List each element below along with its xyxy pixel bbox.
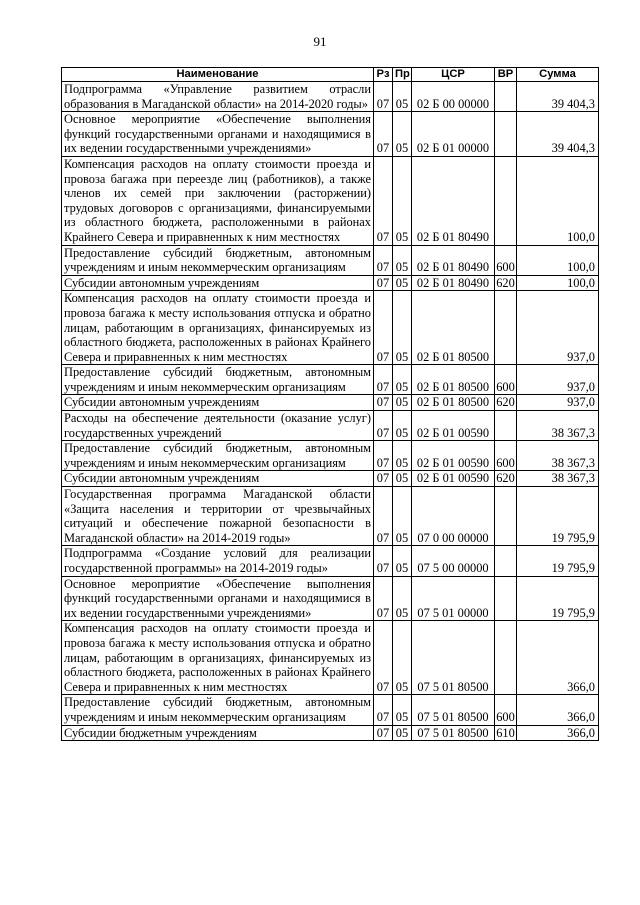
header-sum: Сумма bbox=[517, 68, 599, 82]
table-row bbox=[62, 621, 599, 695]
cell-vr: 600 bbox=[495, 441, 517, 471]
header-name: Наименование bbox=[62, 68, 374, 82]
cell-vr: 620 bbox=[496, 471, 515, 486]
cell-sum: 100,0 bbox=[517, 245, 599, 275]
cell-sum: 38 367,3 bbox=[517, 471, 599, 487]
cell-sum: 38 367,3 bbox=[517, 411, 599, 441]
cell-pr: 05 bbox=[393, 275, 412, 291]
table-body bbox=[62, 82, 599, 741]
cell-rz: 07 bbox=[374, 395, 393, 411]
cell-pr: 05 bbox=[393, 441, 412, 471]
cell-rz: 07 bbox=[374, 546, 393, 576]
cell-pr: 05 bbox=[393, 621, 412, 695]
cell-csr: 02 Б 01 80490 bbox=[412, 275, 495, 291]
table-row bbox=[62, 441, 599, 471]
cell-sum: 100,0 bbox=[517, 156, 599, 245]
table-row bbox=[62, 576, 599, 621]
cell-vr: 600 bbox=[495, 245, 517, 275]
cell-sum: 39 404,3 bbox=[517, 112, 599, 157]
cell-name: Субсидии автономным учреждениям bbox=[62, 395, 374, 411]
cell-sum: 366,0 bbox=[517, 695, 599, 725]
cell-rz: 07 bbox=[374, 112, 393, 157]
cell-pr: 05 bbox=[393, 487, 412, 546]
cell-pr: 05 bbox=[393, 695, 412, 725]
cell-rz: 07 bbox=[374, 291, 393, 365]
cell-pr: 05 bbox=[393, 725, 412, 741]
cell-vr bbox=[495, 487, 517, 546]
cell-pr: 05 bbox=[393, 245, 412, 275]
cell-vr: 600 bbox=[495, 695, 517, 725]
cell-vr: 610 bbox=[496, 725, 515, 740]
cell-vr: 620 bbox=[496, 275, 515, 290]
cell-rz: 07 bbox=[374, 156, 393, 245]
cell-name: Субсидии бюджетным учреждениям bbox=[62, 725, 374, 741]
cell-pr: 05 bbox=[393, 471, 412, 487]
table-row bbox=[62, 546, 599, 576]
cell-vr bbox=[495, 621, 517, 695]
cell-csr: 07 0 00 00000 bbox=[412, 487, 495, 546]
cell-name: Подпрограмма «Создание условий для реализации государственной программы» на 2014-2019 годы» bbox=[62, 546, 374, 576]
cell-vr bbox=[495, 291, 517, 365]
cell-vr bbox=[495, 156, 517, 245]
cell-sum: 19 795,9 bbox=[517, 487, 599, 546]
cell-name: Основное мероприятие «Обеспечение выполнения функций государственными органами и находящимися в их ведении государственными учреждениями» bbox=[62, 112, 374, 157]
cell-pr: 05 bbox=[393, 411, 412, 441]
cell-name: Компенсация расходов на оплату стоимости проезда и провоза багажа к месту использования отпуска и обратно лицам, работающим в организациях, финансируемых из областного бюджета, расположенных в районах Крайнего Севера и приравненных к ним местностях bbox=[62, 621, 374, 695]
cell-sum: 39 404,3 bbox=[517, 82, 599, 112]
page-number: 91 bbox=[313, 34, 327, 49]
cell-sum: 366,0 bbox=[517, 725, 599, 741]
cell-vr bbox=[495, 411, 517, 441]
table-row bbox=[62, 82, 599, 112]
cell-name: Предоставление субсидий бюджетным, автономным учреждениям и иным некоммерческим организациям bbox=[62, 441, 374, 471]
header-rz: Рз bbox=[374, 68, 393, 82]
table-row bbox=[62, 156, 599, 245]
cell-name: Предоставление субсидий бюджетным, автономным учреждениям и иным некоммерческим организациям bbox=[62, 695, 374, 725]
cell-sum: 38 367,3 bbox=[517, 441, 599, 471]
cell-name: Субсидии автономным учреждениям bbox=[62, 471, 374, 487]
cell-rz: 07 bbox=[374, 411, 393, 441]
cell-rz: 07 bbox=[374, 441, 393, 471]
cell-name: Субсидии автономным учреждениям bbox=[62, 275, 374, 291]
budget-table bbox=[61, 67, 599, 741]
table-row bbox=[62, 395, 599, 411]
table-header-row bbox=[62, 68, 599, 82]
cell-pr: 05 bbox=[393, 156, 412, 245]
table-row bbox=[62, 291, 599, 365]
cell-pr: 05 bbox=[393, 291, 412, 365]
cell-rz: 07 bbox=[374, 576, 393, 621]
cell-pr: 05 bbox=[393, 546, 412, 576]
cell-csr: 02 Б 01 80490 bbox=[412, 156, 495, 245]
header-pr: Пр bbox=[393, 68, 412, 82]
cell-rz: 07 bbox=[374, 471, 393, 487]
cell-pr: 05 bbox=[393, 112, 412, 157]
table-row bbox=[62, 487, 599, 546]
cell-csr: 02 Б 01 00590 bbox=[412, 411, 495, 441]
cell-pr: 05 bbox=[393, 82, 412, 112]
table-row bbox=[62, 245, 599, 275]
cell-rz: 07 bbox=[374, 275, 393, 291]
cell-name: Подпрограмма «Управление развитием отрасли образования в Магаданской области» на 2014-2020 годы» bbox=[62, 82, 374, 112]
cell-vr: 600 bbox=[495, 365, 517, 395]
cell-pr: 05 bbox=[393, 365, 412, 395]
cell-rz: 07 bbox=[374, 695, 393, 725]
cell-vr bbox=[495, 576, 517, 621]
cell-csr: 02 Б 01 00590 bbox=[412, 471, 495, 487]
header-vr: ВР bbox=[495, 68, 517, 82]
cell-vr bbox=[495, 82, 517, 112]
cell-vr: 620 bbox=[496, 395, 515, 410]
cell-sum: 366,0 bbox=[517, 621, 599, 695]
cell-name: Государственная программа Магаданской области «Защита населения и территории от чрезвычайных ситуаций и обеспечение пожарной безопасности в Магаданской области» на 2014-2019 годы» bbox=[62, 487, 374, 546]
cell-vr bbox=[495, 546, 517, 576]
cell-csr: 07 5 01 00000 bbox=[412, 576, 495, 621]
cell-csr: 02 Б 01 00000 bbox=[412, 112, 495, 157]
cell-csr: 07 5 01 80500 bbox=[412, 725, 495, 741]
cell-pr: 05 bbox=[393, 395, 412, 411]
table-row bbox=[62, 112, 599, 157]
cell-sum: 19 795,9 bbox=[517, 546, 599, 576]
cell-csr: 07 5 01 80500 bbox=[412, 621, 495, 695]
cell-rz: 07 bbox=[374, 82, 393, 112]
cell-rz: 07 bbox=[374, 245, 393, 275]
cell-vr bbox=[495, 112, 517, 157]
cell-name: Предоставление субсидий бюджетным, автономным учреждениям и иным некоммерческим организациям bbox=[62, 245, 374, 275]
cell-name: Компенсация расходов на оплату стоимости проезда и провоза багажа при переезде лиц (работников), а также членов их семей при заключении (расторжении) трудовых договоров с организациями, финансируемыми из областного бюджета, расположенными в районах Крайнего Севера и приравненных к ним местностях bbox=[62, 156, 374, 245]
cell-sum: 937,0 bbox=[517, 365, 599, 395]
cell-sum: 100,0 bbox=[517, 275, 599, 291]
cell-name: Расходы на обеспечение деятельности (оказание услуг) государственных учреждений bbox=[62, 411, 374, 441]
cell-name: Предоставление субсидий бюджетным, автономным учреждениям и иным некоммерческим организациям bbox=[62, 365, 374, 395]
cell-rz: 07 bbox=[374, 487, 393, 546]
cell-name: Компенсация расходов на оплату стоимости проезда и провоза багажа к месту использования отпуска и обратно лицам, работающим в организациях, финансируемых из областного бюджета, расположенных в районах Крайнего Севера и приравненных к ним местностях bbox=[62, 291, 374, 365]
table-row bbox=[62, 471, 599, 487]
cell-csr: 02 Б 00 00000 bbox=[412, 82, 495, 112]
cell-csr: 02 Б 01 80500 bbox=[412, 395, 495, 411]
cell-csr: 02 Б 01 80500 bbox=[412, 291, 495, 365]
table-row bbox=[62, 275, 599, 291]
header-csr: ЦСР bbox=[412, 68, 495, 82]
cell-pr: 05 bbox=[393, 576, 412, 621]
table-row bbox=[62, 695, 599, 725]
cell-rz: 07 bbox=[374, 725, 393, 741]
cell-sum: 937,0 bbox=[517, 291, 599, 365]
cell-name: Основное мероприятие «Обеспечение выполнения функций государственными органами и находящимися в их ведении государственными учреждениями» bbox=[62, 576, 374, 621]
cell-csr: 07 5 00 00000 bbox=[412, 546, 495, 576]
cell-csr: 02 Б 01 00590 bbox=[412, 441, 495, 471]
cell-csr: 07 5 01 80500 bbox=[412, 695, 495, 725]
table-row bbox=[62, 725, 599, 741]
table-row bbox=[62, 411, 599, 441]
cell-rz: 07 bbox=[374, 365, 393, 395]
cell-csr: 02 Б 01 80490 bbox=[412, 245, 495, 275]
cell-sum: 19 795,9 bbox=[517, 576, 599, 621]
cell-rz: 07 bbox=[374, 621, 393, 695]
cell-csr: 02 Б 01 80500 bbox=[412, 365, 495, 395]
cell-sum: 937,0 bbox=[517, 395, 599, 411]
table-row bbox=[62, 365, 599, 395]
